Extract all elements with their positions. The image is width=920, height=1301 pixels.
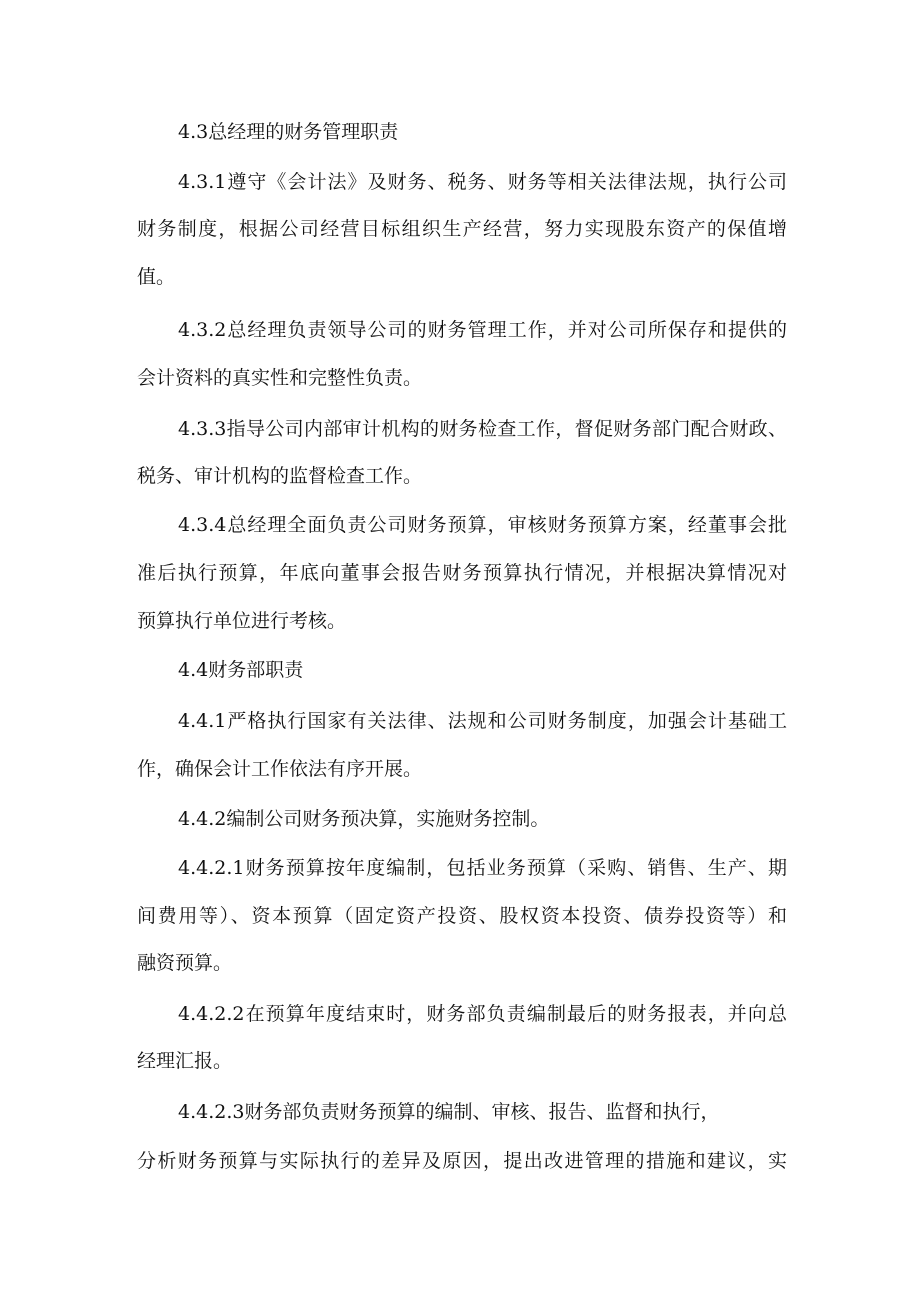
section-heading: 4.3总经理的财务管理职责 (178, 121, 399, 143)
paragraph-line: 经理汇报。 (137, 1050, 233, 1072)
paragraph-line: 预算执行单位进行考核。 (137, 610, 347, 632)
paragraph-line: 税务、审计机构的监督检查工作。 (137, 465, 423, 487)
paragraph-line: 4.4.2.3财务部负责财务预算的编制、审核、报告、监督和执行， (178, 1101, 720, 1123)
paragraph-line: 值。 (137, 266, 176, 288)
paragraph-line: 4.3.4总经理全面负责公司财务预算，审核财务预算方案，经董事会批 (178, 514, 787, 536)
paragraph-line: 4.4.1严格执行国家有关法律、法规和公司财务制度，加强会计基础工 (178, 710, 787, 732)
paragraph-line: 4.4.2.2在预算年度结束时，财务部负责编制最后的财务报表，并向总 (178, 1003, 787, 1025)
paragraph-line: 作，确保会计工作依法有序开展。 (137, 758, 423, 780)
paragraph-line: 分析财务预算与实际执行的差异及原因，提出改进管理的措施和建议，实 (137, 1150, 787, 1172)
paragraph-line: 融资预算。 (137, 952, 233, 974)
paragraph-line: 4.3.3指导公司内部审计机构的财务检查工作，督促财务部门配合财政、 (178, 418, 787, 440)
paragraph-line: 4.4.2.1财务预算按年度编制，包括业务预算（采购、销售、生产、期 (178, 857, 787, 879)
paragraph-line: 准后执行预算，年底向董事会报告财务预算执行情况，并根据决算情况对 (137, 562, 787, 584)
paragraph-line: 会计资料的真实性和完整性负责。 (137, 367, 423, 389)
paragraph-line: 4.3.1遵守《会计法》及财务、税务、财务等相关法律法规，执行公司 (178, 171, 787, 193)
paragraph-line: 4.4.2编制公司财务预决算，实施财务控制。 (178, 808, 550, 830)
paragraph-line: 4.3.2总经理负责领导公司的财务管理工作，并对公司所保存和提供的 (178, 319, 787, 341)
paragraph-line: 财务制度，根据公司经营目标组织生产经营，努力实现股东资产的保值增 (137, 218, 787, 240)
section-heading: 4.4财务部职责 (178, 659, 304, 681)
paragraph-line: 间费用等）、资本预算（固定资产投资、股权资本投资、债券投资等）和 (137, 905, 787, 927)
